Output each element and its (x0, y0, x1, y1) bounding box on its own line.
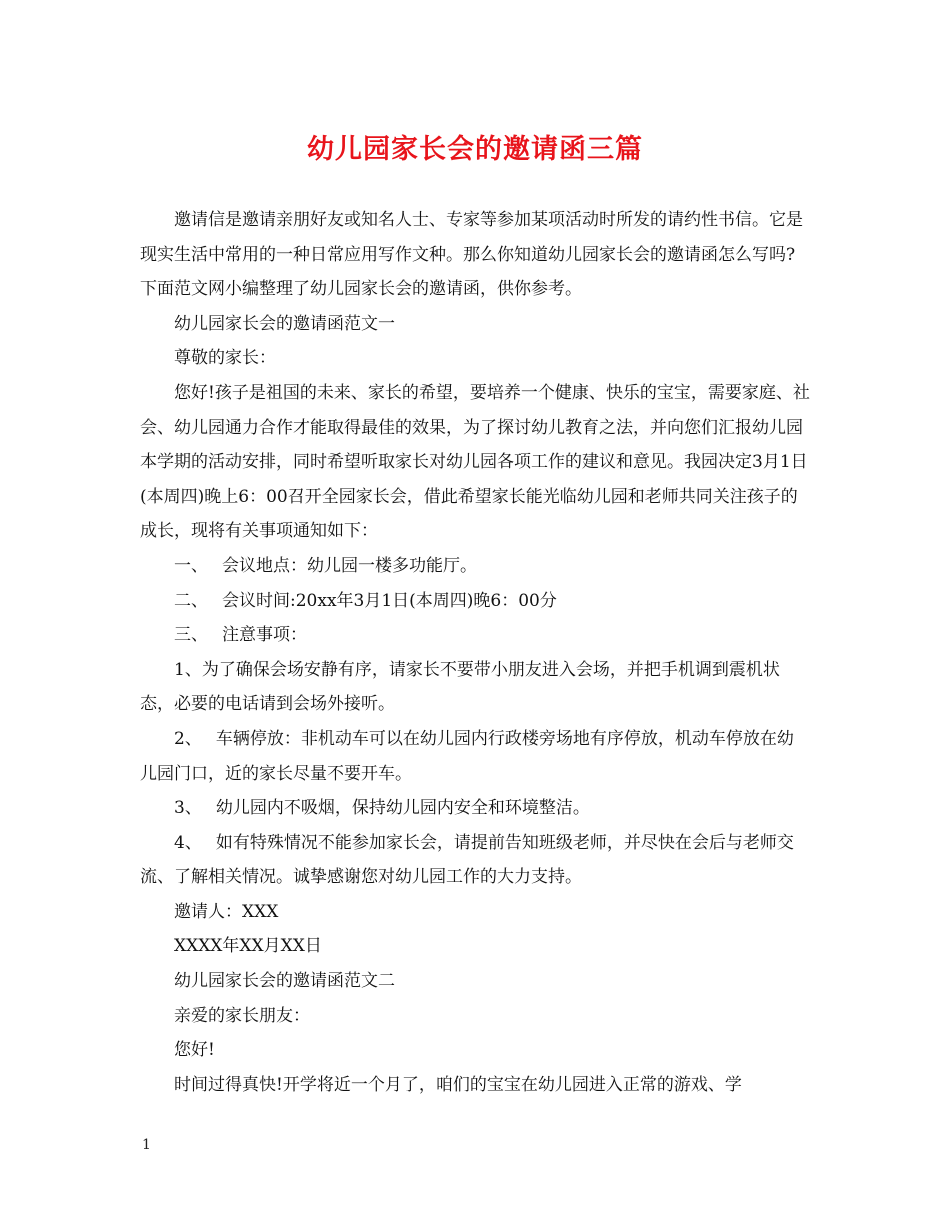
document-title: 幼儿园家长会的邀请函三篇 (307, 134, 643, 165)
page-number: 1 (142, 1137, 151, 1153)
note-item (140, 653, 810, 722)
list-item (140, 618, 810, 653)
note-item (140, 722, 810, 791)
salutation-two: 亲爱的家长朋友： (174, 1005, 310, 1026)
note-text: 为了确保会场安静有序，请家长不要带小朋友进入会场，并把手机调到震机状态，必要的电话请到会场外接听。 (140, 659, 780, 715)
document-body (140, 203, 810, 1102)
note-item (140, 826, 810, 895)
list-text: 会议时间:20xx年3月1日(本周四)晚6：00分 (222, 590, 557, 611)
section-heading-two: 幼儿园家长会的邀请函范文二 (174, 971, 395, 992)
inviter-line: 邀请人：XXX (174, 901, 279, 922)
list-text: 注意事项： (222, 625, 307, 646)
invitation-paragraph: 您好!孩子是祖国的未来、家长的希望，要培养一个健康、快乐的宝宝，需要家庭、社会、幼儿园通力合作才能取得最佳的效果，为了探讨幼儿教育之法，并向您们汇报幼儿园本学期的活动安排，同时希望听取家长对幼儿园各项工作的建议和意见。我园决定3月1日(本周四)晚上6：00召开全园家长会，借此希望家长能光临幼儿园和老师共同关注孩子的成长，现将有关事项通知如下： (140, 382, 810, 542)
note-item (140, 791, 810, 826)
section-heading-one: 幼儿园家长会的邀请函范文一 (174, 313, 395, 334)
note-text: 如有特殊情况不能参加家长会，请提前告知班级老师，并尽快在会后与老师交流、了解相关情况。诚挚感谢您对幼儿园工作的大力支持。 (140, 832, 794, 888)
list-item (140, 549, 810, 584)
salutation: 尊敬的家长： (174, 348, 276, 369)
list-text: 会议地点：幼儿园一楼多功能厅。 (222, 555, 477, 576)
intro-paragraph: 邀请信是邀请亲朋好友或知名人士、专家等参加某项活动时所发的请约性书信。它是现实生活中常用的一种日常应用写作文种。那么你知道幼儿园家长会的邀请函怎么写吗?下面范文网小编整理了幼儿园家长会的邀请函，供你参考。 (140, 210, 803, 300)
list-marker: 三、 (174, 625, 208, 646)
body-paragraph: 时间过得真快!开学将近一个月了，咱们的宝宝在幼儿园进入正常的游戏、学 (174, 1074, 742, 1095)
list-marker: 二、 (174, 590, 208, 611)
date-line: XXXX年XX月XX日 (174, 936, 322, 957)
note-marker: 1、 (174, 659, 202, 680)
note-marker: 2、 (174, 728, 202, 749)
note-marker: 4、 (174, 832, 202, 853)
list-item (140, 584, 810, 619)
note-text: 车辆停放：非机动车可以在幼儿园内行政楼旁场地有序停放，机动车停放在幼儿园门口，近的家长尽量不要开车。 (140, 728, 794, 784)
list-marker: 一、 (174, 555, 208, 576)
greeting-line: 您好! (174, 1040, 215, 1061)
note-marker: 3、 (174, 798, 202, 819)
note-text: 幼儿园内不吸烟，保持幼儿园内安全和环境整洁。 (215, 798, 590, 819)
